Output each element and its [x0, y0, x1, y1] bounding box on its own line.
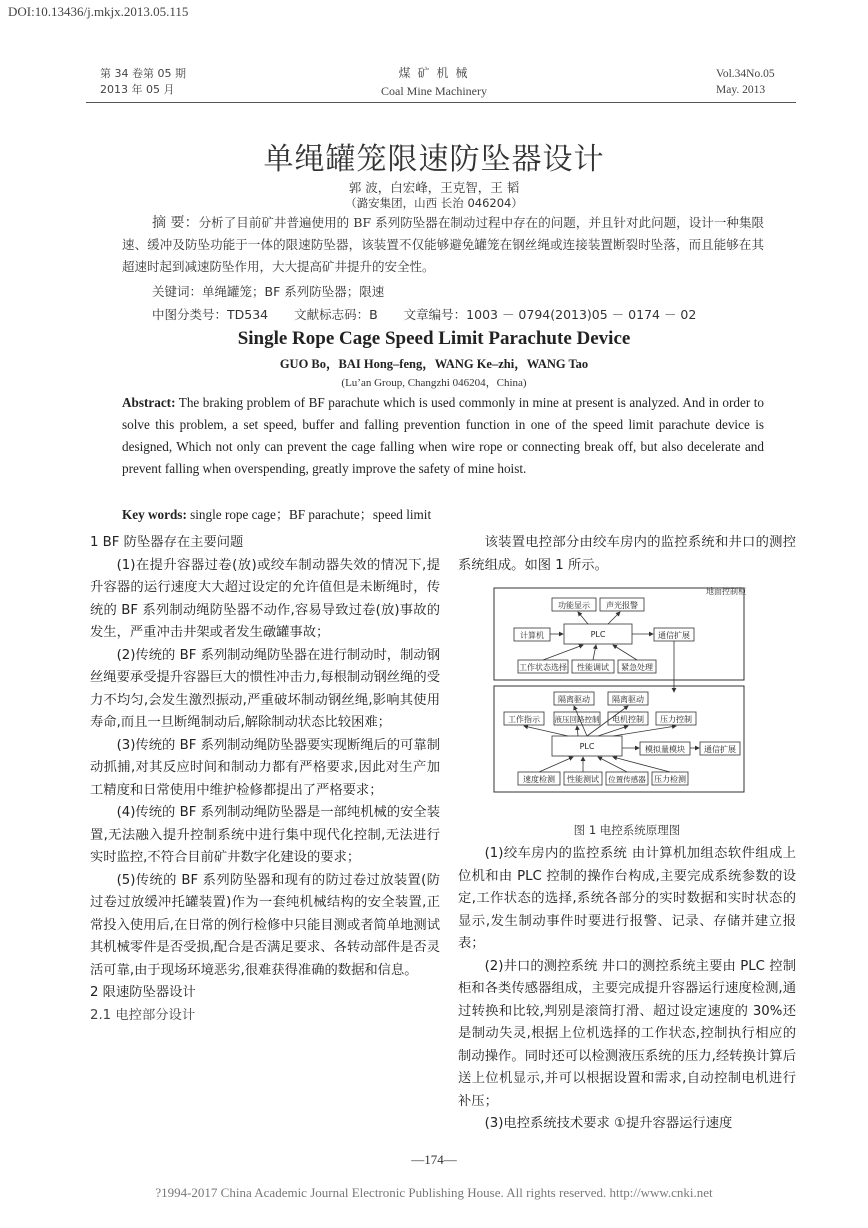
left-column	[90, 532, 440, 1027]
cabinet-label: 地面控制柜	[706, 587, 746, 596]
perf-test-label-lower: 性能测试	[567, 775, 599, 784]
plc-label-upper: PLC	[590, 630, 606, 639]
paragraph: 该装置电控部分由绞车房内的监控系统和井口的测控系统组成。如图 1 所示。	[458, 535, 796, 573]
paragraph: (1)在提升容器过卷(放)或绞车制动器失效的情况下,提升容器的运行速度大大超过设定的允许值但是未断绳时，传统的 BF 系列制动绳防坠器不动作,容易导致过卷(放)事故的发生，严重冲击井架或者发生礅罐事故；	[90, 557, 440, 640]
english-keywords	[122, 504, 431, 523]
article-number: 文章编号：1003 － 0794(2013)05 － 0174 － 02	[403, 307, 697, 322]
affiliation: （潞安集团，山西 长治 046204）	[345, 196, 523, 210]
computer-label: 计算机	[520, 631, 544, 640]
motor-label: 电机控制	[612, 715, 644, 724]
classification	[152, 305, 772, 323]
page-number: —174—	[411, 1152, 457, 1167]
keywords-cn	[152, 282, 384, 300]
pressure-ctrl-label: 压力控制	[660, 715, 692, 724]
func-display-label: 功能显示	[558, 601, 590, 610]
english-keywords-text: single rope cage；BF parachute；speed limit	[190, 507, 432, 522]
abstract-cn-label: 摘 要：	[152, 215, 199, 231]
work-indicate-label: 工作指示	[508, 715, 540, 724]
english-abstract-label: Abstract:	[122, 395, 176, 410]
comm-label-lower: 通信扩展	[704, 745, 736, 754]
doc-code: 文献标志码：B	[294, 307, 378, 322]
keywords-cn-text: 单绳罐笼；BF 系列防坠器；限速	[202, 284, 385, 299]
section-heading-1: 1 BF 防坠器存在主要问题	[90, 535, 244, 550]
speed-detect-label: 速度检测	[523, 775, 555, 784]
abstract-cn	[122, 212, 764, 278]
english-abstract	[122, 392, 764, 480]
paragraph: (3)传统的 BF 系列制动绳防坠器要实现断绳后的可靠制动抓捕,对其反应时间和制动力都有严格要求,因此对生产加工精度和日常使用中维护检修都提出了严格要求；	[90, 737, 440, 798]
authors: 郭 波，白宏峰，王克智，王 韬	[348, 180, 520, 195]
paragraph: (3)电控系统技术要求 ①提升容器运行速度	[484, 1116, 733, 1131]
issue-date: 2013 年 05 月	[100, 83, 175, 96]
journal-name-en: Coal Mine Machinery	[381, 84, 487, 98]
right-column	[458, 843, 796, 1136]
pressure-detect-label: 压力检测	[654, 775, 686, 784]
comm-label-upper: 通信扩展	[658, 631, 690, 640]
section-heading-2: 2 限速防坠器设计	[90, 985, 196, 1000]
right-column-intro	[458, 532, 796, 577]
iso-drive-label-2: 隔离驱动	[612, 695, 644, 704]
volume-number: Vol.34No.05	[716, 68, 775, 80]
footer-copyright: ?1994-2017 China Academic Journal Electronic Publishing House. All rights reserved. http://www.cnki.net	[155, 1185, 713, 1200]
volume-date: May. 2013	[716, 84, 766, 96]
paragraph: (2)井口的测控系统 井口的测控系统主要由 PLC 控制柜和各类传感器组成，主要完成提升容器运行速度检测,通过转换和比较,判别是滚筒打滑、超过设定速度的 30%还是制动失灵,根据上位机选择的工作状态,控制执行相应的制动操作。同时还可以检测液压系统的压力,经转换计算后送上位机显示,并可以根据设置和需求,自动控制电机进行补压；	[458, 958, 796, 1109]
doi: DOI:10.13436/j.mkjx.2013.05.115	[8, 4, 189, 19]
analog-label: 模拟量模块	[645, 745, 685, 754]
keywords-cn-label: 关键词：	[152, 284, 203, 299]
hydraulic-label: 液压回路控制	[554, 715, 600, 724]
section-heading-2-1: 2.1 电控部分设计	[90, 1007, 196, 1023]
emergency-label: 紧急处理	[621, 663, 653, 672]
paragraph: (4)传统的 BF 系列制动绳防坠器是一部纯机械的安全装置,无法融入提升控制系统中进行集中现代化控制,无法进行实时监控,不符合目前矿井数字化建设的要求；	[90, 805, 440, 865]
volume-info	[716, 66, 775, 98]
english-abstract-text: The braking problem of BF parachute which is used commonly in mine at present is analyzed. And in order to solve this problem, a set speed, buffer and falling prevention function in one of the speed limit parachute device is designed, Which not only can prevent the cage falling when wire rope or connecting break off, but also decelerate and prevent falling when overspending, greatly improve the safety of mine hoist.	[122, 395, 765, 476]
plc-label-lower: PLC	[579, 742, 595, 751]
perf-test-label: 性能调试	[577, 663, 609, 672]
clc-number: 中图分类号：TD534	[152, 307, 269, 322]
english-affiliation: (Lu’an Group, Changzhi 046204，China)	[341, 377, 527, 389]
position-sensor-label: 位置传感器	[608, 775, 646, 784]
abstract-cn-text: 分析了目前矿井普遍使用的 BF 系列防坠器在制动过程中存在的问题，并且针对此问题，设计一种集限速、缓冲及防坠功能于一体的限速防坠器，该装置不仅能够避免罐笼在钢丝绳或连接装置断裂时坠落，而且能够在其超速时起到减速防坠作用，大大提高矿井提升的安全性。	[122, 215, 764, 274]
issue-volume: 第 34 卷第 05 期	[100, 67, 186, 80]
figure-caption: 图 1 电控系统原理图	[573, 823, 681, 837]
iso-drive-label-1: 隔离驱动	[558, 695, 590, 704]
sound-light-label: 声光报警	[606, 601, 638, 610]
paragraph: (5)传统的 BF 系列防坠器和现有的防过卷过放装置(防过卷过放缓冲托罐装置)作为一套纯机械结构的安全装置,正常投入使用后,在日常的例行检修中只能目测或者简单地测试其机械零件是否受损,配合是否满足要求、各转动部件是否灵活可靠,由于现场环境恶劣,很难获得准确的数据和信息。	[90, 872, 440, 978]
english-title: Single Rope Cage Speed Limit Parachute Device	[237, 328, 631, 349]
journal-name-cn: 煤 矿 机 械	[398, 66, 470, 80]
work-select-label: 工作状态选择	[519, 663, 567, 672]
paragraph: (1)绞车房内的监控系统 由计算机加组态软件组成上位机和由 PLC 控制的操作台构成,主要完成系统参数的设定,工作状态的选择,系统各部分的实时数据和实时状态的显示,发生制动事件时要进行报警、记录、存储并建立报表；	[458, 846, 796, 951]
control-system-diagram	[488, 582, 798, 814]
english-keywords-label: Key words:	[122, 507, 187, 522]
page-title: 单绳罐笼限速防坠器设计	[263, 142, 605, 177]
header-rule	[86, 102, 796, 103]
paragraph: (2)传统的 BF 系列制动绳防坠器在进行制动时，制动钢丝绳要承受提升容器巨大的惯性冲击力,每根制动钢丝绳的受力不均匀,会发生激烈振动,严重破坏制动钢丝绳,影响其使用寿命,而且一旦断绳制动后,解除制动状态比较困难；	[90, 647, 440, 730]
english-authors: GUO Bo，BAI Hong–feng，WANG Ke–zhi，WANG Tao	[279, 357, 589, 371]
